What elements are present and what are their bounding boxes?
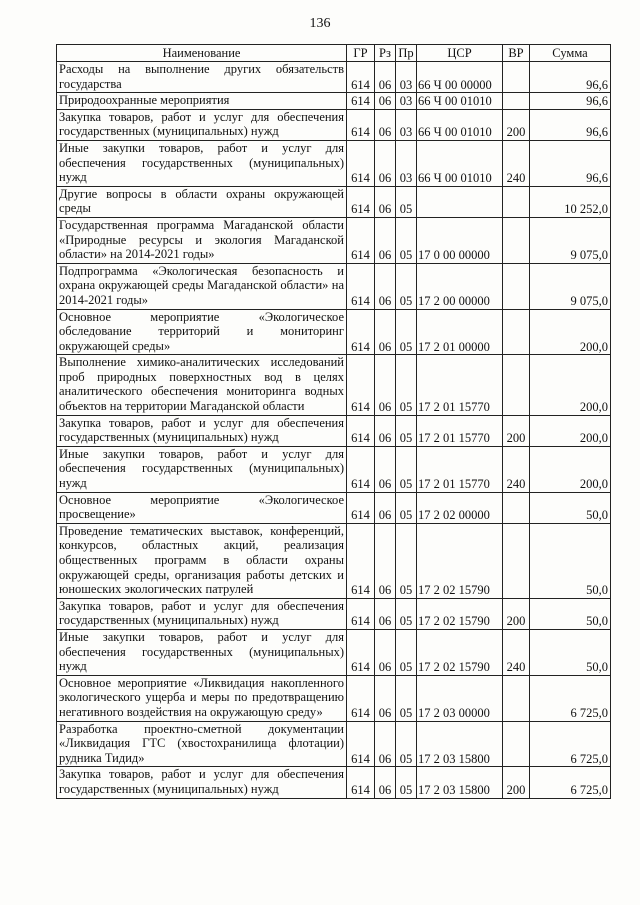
row-vr (503, 355, 530, 415)
row-sum: 9 075,0 (530, 263, 611, 309)
row-sum: 6 725,0 (530, 721, 611, 767)
row-rz: 06 (375, 767, 396, 798)
row-vr: 200 (503, 598, 530, 629)
row-pr: 05 (396, 415, 417, 446)
table-row (57, 523, 611, 598)
row-rz: 06 (375, 629, 396, 675)
row-pr: 05 (396, 721, 417, 767)
row-sum: 96,6 (530, 62, 611, 93)
row-gr: 614 (347, 492, 375, 523)
row-rz: 06 (375, 415, 396, 446)
row-vr (503, 62, 530, 93)
row-csr: 17 2 03 00000 (417, 675, 503, 721)
row-pr: 03 (396, 62, 417, 93)
row-pr: 05 (396, 309, 417, 355)
row-name: Природоохранные мероприятия (57, 93, 347, 110)
row-csr: 17 2 01 15770 (417, 415, 503, 446)
row-name: Иные закупки товаров, работ и услуг для обеспечения государственных (муниципальных) нужд (57, 140, 347, 186)
row-name: Проведение тематических выставок, конференций, конкурсов, областных акций, реализация общественных программ в области охраны окружающей среды, организация работы детских и юношеских экологических патрулей (57, 523, 347, 598)
row-gr: 614 (347, 415, 375, 446)
row-pr: 05 (396, 767, 417, 798)
row-gr: 614 (347, 93, 375, 110)
row-name: Расходы на выполнение других обязательств государства (57, 62, 347, 93)
row-name: Закупка товаров, работ и услуг для обеспечения государственных (муниципальных) нужд (57, 767, 347, 798)
table-row (57, 109, 611, 140)
row-csr: 66 Ч 00 00000 (417, 62, 503, 93)
row-gr: 614 (347, 140, 375, 186)
table-row (57, 186, 611, 217)
row-pr: 05 (396, 629, 417, 675)
row-csr: 66 Ч 00 01010 (417, 109, 503, 140)
row-pr: 05 (396, 355, 417, 415)
table-row (57, 721, 611, 767)
row-vr: 240 (503, 446, 530, 492)
row-rz: 06 (375, 140, 396, 186)
row-vr: 200 (503, 415, 530, 446)
row-rz: 06 (375, 523, 396, 598)
row-pr: 03 (396, 140, 417, 186)
row-name: Закупка товаров, работ и услуг для обеспечения государственных (муниципальных) нужд (57, 415, 347, 446)
row-sum: 10 252,0 (530, 186, 611, 217)
row-sum: 96,6 (530, 109, 611, 140)
row-gr: 614 (347, 598, 375, 629)
table-row (57, 598, 611, 629)
row-gr: 614 (347, 675, 375, 721)
table-row (57, 767, 611, 798)
row-vr (503, 675, 530, 721)
row-csr: 66 Ч 00 01010 (417, 140, 503, 186)
row-gr: 614 (347, 62, 375, 93)
row-name: Подпрограмма «Экологическая безопасность и охрана окружающей среды Магаданской области» на 2014-2021 годы» (57, 263, 347, 309)
row-rz: 06 (375, 309, 396, 355)
table-row (57, 629, 611, 675)
row-gr: 614 (347, 629, 375, 675)
row-pr: 05 (396, 263, 417, 309)
row-csr: 17 2 03 15800 (417, 767, 503, 798)
row-vr (503, 309, 530, 355)
table-row (57, 446, 611, 492)
row-gr: 614 (347, 721, 375, 767)
row-rz: 06 (375, 721, 396, 767)
row-sum: 50,0 (530, 523, 611, 598)
table-row (57, 415, 611, 446)
page-number: 136 (309, 16, 331, 31)
row-pr: 05 (396, 523, 417, 598)
row-name: Закупка товаров, работ и услуг для обеспечения государственных (муниципальных) нужд (57, 109, 347, 140)
row-csr: 17 2 00 00000 (417, 263, 503, 309)
row-sum: 9 075,0 (530, 217, 611, 263)
row-csr: 17 2 02 00000 (417, 492, 503, 523)
table-row (57, 140, 611, 186)
row-pr: 03 (396, 93, 417, 110)
row-gr: 614 (347, 355, 375, 415)
row-vr (503, 492, 530, 523)
row-gr: 614 (347, 309, 375, 355)
row-sum: 200,0 (530, 446, 611, 492)
row-vr (503, 263, 530, 309)
row-sum: 96,6 (530, 140, 611, 186)
row-gr: 614 (347, 767, 375, 798)
row-pr: 05 (396, 675, 417, 721)
row-sum: 6 725,0 (530, 675, 611, 721)
row-rz: 06 (375, 217, 396, 263)
header-name: Наименование (57, 45, 347, 62)
row-name: Государственная программа Магаданской области «Природные ресурсы и экология Магаданской области» на 2014-2021 годы» (57, 217, 347, 263)
budget-table (56, 44, 611, 799)
row-vr: 200 (503, 109, 530, 140)
row-rz: 06 (375, 186, 396, 217)
row-name: Основное мероприятие «Экологическое просвещение» (57, 492, 347, 523)
row-vr (503, 186, 530, 217)
row-pr: 05 (396, 446, 417, 492)
row-vr (503, 217, 530, 263)
row-rz: 06 (375, 109, 396, 140)
row-rz: 06 (375, 93, 396, 110)
row-sum: 50,0 (530, 629, 611, 675)
row-gr: 614 (347, 263, 375, 309)
row-pr: 05 (396, 598, 417, 629)
table-row (57, 217, 611, 263)
row-sum: 200,0 (530, 309, 611, 355)
row-csr: 66 Ч 00 01010 (417, 93, 503, 110)
row-rz: 06 (375, 62, 396, 93)
row-csr: 17 2 01 15770 (417, 355, 503, 415)
table-row (57, 492, 611, 523)
header-csr: ЦСР (417, 45, 503, 62)
row-pr: 05 (396, 217, 417, 263)
row-name: Иные закупки товаров, работ и услуг для обеспечения государственных (муниципальных) нужд (57, 629, 347, 675)
row-sum: 96,6 (530, 93, 611, 110)
row-vr: 240 (503, 140, 530, 186)
row-pr: 05 (396, 186, 417, 217)
table-row (57, 263, 611, 309)
row-vr: 200 (503, 767, 530, 798)
header-vr: ВР (503, 45, 530, 62)
row-csr: 17 2 01 00000 (417, 309, 503, 355)
row-rz: 06 (375, 446, 396, 492)
row-vr (503, 721, 530, 767)
row-sum: 200,0 (530, 415, 611, 446)
row-pr: 05 (396, 492, 417, 523)
header-pr: Пр (396, 45, 417, 62)
row-gr: 614 (347, 186, 375, 217)
row-gr: 614 (347, 523, 375, 598)
row-rz: 06 (375, 492, 396, 523)
row-csr: 17 2 02 15790 (417, 598, 503, 629)
row-gr: 614 (347, 446, 375, 492)
row-gr: 614 (347, 217, 375, 263)
row-vr (503, 93, 530, 110)
row-name: Другие вопросы в области охраны окружающей среды (57, 186, 347, 217)
row-csr (417, 186, 503, 217)
row-name: Выполнение химико-аналитических исследований проб природных поверхностных вод в целях аналитического обеспечения мониторинга водных объектов на территории Магаданской области (57, 355, 347, 415)
row-sum: 200,0 (530, 355, 611, 415)
table-header-row (57, 45, 611, 62)
row-csr: 17 0 00 00000 (417, 217, 503, 263)
header-sum: Сумма (530, 45, 611, 62)
row-sum: 50,0 (530, 492, 611, 523)
row-name: Иные закупки товаров, работ и услуг для обеспечения государственных (муниципальных) нужд (57, 446, 347, 492)
row-csr: 17 2 02 15790 (417, 523, 503, 598)
row-rz: 06 (375, 598, 396, 629)
row-gr: 614 (347, 109, 375, 140)
header-gr: ГР (347, 45, 375, 62)
row-name: Основное мероприятие «Экологическое обследование территорий и мониторинг окружающей среды» (57, 309, 347, 355)
table-row (57, 675, 611, 721)
row-name: Закупка товаров, работ и услуг для обеспечения государственных (муниципальных) нужд (57, 598, 347, 629)
row-rz: 06 (375, 263, 396, 309)
row-csr: 17 2 02 15790 (417, 629, 503, 675)
table-row (57, 93, 611, 110)
row-sum: 6 725,0 (530, 767, 611, 798)
row-csr: 17 2 03 15800 (417, 721, 503, 767)
row-rz: 06 (375, 675, 396, 721)
row-vr (503, 523, 530, 598)
row-sum: 50,0 (530, 598, 611, 629)
row-pr: 03 (396, 109, 417, 140)
header-rz: Рз (375, 45, 396, 62)
row-rz: 06 (375, 355, 396, 415)
row-csr: 17 2 01 15770 (417, 446, 503, 492)
table-row (57, 355, 611, 415)
table-row (57, 309, 611, 355)
row-vr: 240 (503, 629, 530, 675)
row-name: Разработка проектно-сметной документации «Ликвидация ГТС (хвостохранилища флотации) рудника Тидид» (57, 721, 347, 767)
row-name: Основное мероприятие «Ликвидация накопленного экологического ущерба и меры по предотвращению негативного воздействия на окружающую среду» (57, 675, 347, 721)
table-row (57, 62, 611, 93)
